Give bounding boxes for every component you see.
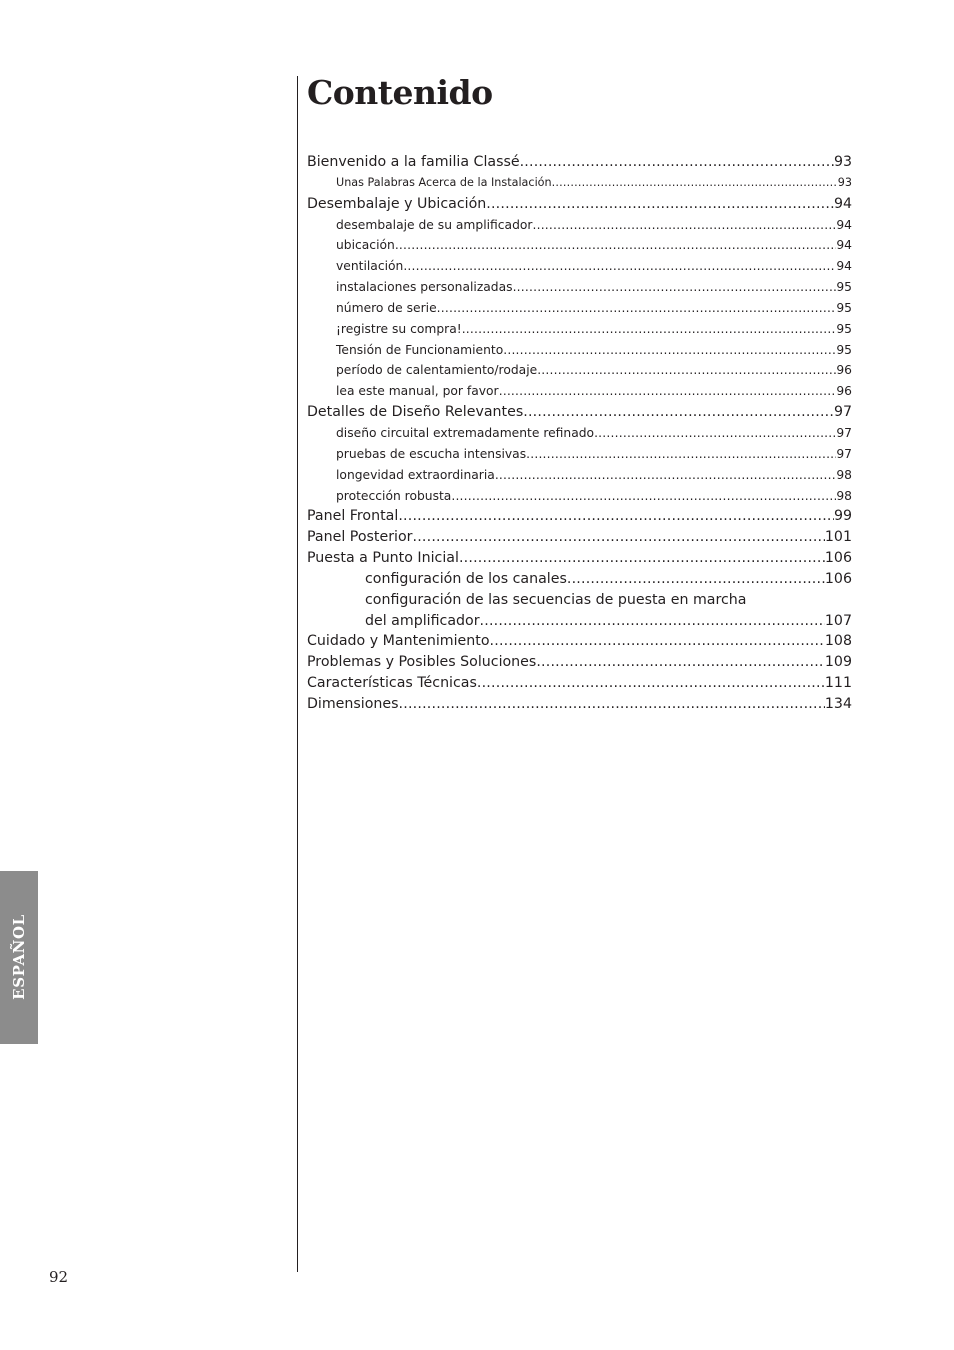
toc-leader-dots: [412, 525, 824, 546]
vertical-divider-rule: [297, 76, 298, 1272]
toc-page-number: 111: [824, 675, 852, 692]
toc-entry-numero-serie[interactable]: [307, 296, 852, 317]
toc-entry-longevidad[interactable]: [307, 463, 852, 484]
toc-entry-label: ventilación: [336, 259, 404, 274]
toc-page-number: 94: [836, 238, 852, 253]
toc-leader-dots: [567, 567, 825, 588]
toc-page-number: 94: [833, 195, 852, 212]
toc-leader-dots: [520, 150, 834, 171]
toc-page-number: 95: [836, 280, 852, 295]
toc-page-number: 107: [824, 612, 852, 629]
toc-entry-label: Unas Palabras Acerca de la Instalación: [336, 175, 552, 189]
toc-leader-dots: [399, 692, 825, 713]
toc-page-number: 93: [833, 154, 852, 170]
toc-entry-tension-funcionamiento[interactable]: [307, 338, 852, 359]
toc-entry-lea-manual[interactable]: [307, 379, 852, 400]
toc-leader-dots: [437, 296, 837, 317]
toc-entry-label: del amplificador: [365, 612, 480, 629]
toc-page-number: 99: [833, 508, 852, 525]
page-title: Contenido: [307, 73, 493, 112]
toc-entry-palabras-instalacion[interactable]: [307, 171, 852, 192]
toc-leader-dots: [395, 233, 837, 254]
toc-leader-dots: [486, 192, 834, 213]
toc-entry-cuidado-mantenimiento[interactable]: [307, 629, 852, 650]
toc-entry-ventilacion[interactable]: [307, 254, 852, 275]
toc-entry-label: protección robusta: [336, 488, 452, 503]
toc-entry-label: Dimensiones: [307, 695, 399, 712]
toc-entry-detalles-diseno[interactable]: [307, 400, 852, 421]
language-tab: [0, 871, 38, 1044]
toc-leader-dots: [537, 358, 836, 379]
toc-page-number: 101: [824, 529, 852, 546]
toc-entry-pruebas-escucha[interactable]: [307, 442, 852, 463]
toc-leader-dots: [477, 671, 825, 692]
toc-leader-dots: [536, 650, 825, 671]
toc-entry-caracteristicas-tecnicas[interactable]: [307, 671, 852, 692]
toc-entry-proteccion-robusta[interactable]: [307, 484, 852, 505]
toc-entry-label: Cuidado y Mantenimiento: [307, 633, 490, 650]
toc-entry-label: Características Técnicas: [307, 675, 477, 692]
toc-entry-label: período de calentamiento/rodaje: [336, 363, 538, 378]
language-tab-label: ESPAÑOL: [10, 914, 28, 1000]
toc-entry-registre-compra[interactable]: [307, 317, 852, 338]
toc-entry-label: Panel Posterior: [307, 529, 413, 546]
toc-page-number: 106: [824, 570, 852, 587]
toc-entry-label: Detalles de Diseño Relevantes: [307, 404, 524, 421]
toc-page-number: 97: [836, 425, 852, 440]
toc-entry-label: Problemas y Posibles Soluciones: [307, 654, 537, 671]
toc-entry-label: longevidad extraordinaria: [336, 467, 495, 482]
toc-page-number: 97: [836, 446, 852, 461]
toc-entry-bienvenido[interactable]: [307, 150, 852, 171]
toc-entry-label: Tensión de Funcionamiento: [336, 342, 504, 357]
toc-entry-label: Puesta a Punto Inicial: [307, 550, 459, 567]
toc-page-number: 94: [836, 217, 852, 232]
toc-leader-dots: [398, 504, 834, 525]
toc-page-number: 94: [836, 259, 852, 274]
toc-entry-diseno-circuital[interactable]: [307, 421, 852, 442]
toc-leader-dots: [480, 609, 825, 630]
toc-entry-label: configuración de los canales: [365, 570, 567, 587]
toc-entry-label: instalaciones personalizadas: [336, 280, 513, 295]
toc-entry-label: Panel Frontal: [307, 508, 399, 525]
toc-leader-dots: [594, 421, 836, 442]
toc-entry-label: ubicación: [336, 238, 395, 253]
toc-page-number: 106: [824, 550, 852, 567]
toc-entry-label: configuración de las secuencias de puesta en marcha: [365, 591, 747, 608]
toc-page-number: 95: [836, 321, 852, 336]
toc-entry-del-amplificador[interactable]: [307, 609, 852, 630]
toc-leader-dots: [403, 254, 836, 275]
toc-leader-dots: [513, 275, 837, 296]
toc-leader-dots: [523, 400, 834, 421]
toc-entry-label: ¡registre su compra!: [336, 321, 462, 336]
toc-leader-dots: [532, 213, 836, 234]
page-number: 92: [49, 1268, 69, 1286]
toc-leader-dots: [503, 338, 836, 359]
toc-page-number: 93: [837, 175, 852, 189]
toc-entry-desembalaje-ubicacion[interactable]: [307, 192, 852, 213]
toc-entry-configuracion-secuencias[interactable]: [307, 588, 852, 609]
toc-page-number: 95: [836, 300, 852, 315]
toc-page-number: 97: [833, 404, 852, 421]
toc-page-number: 98: [836, 467, 852, 482]
toc-entry-label: número de serie: [336, 300, 437, 315]
toc-entry-label: desembalaje de su amplificador: [336, 217, 533, 232]
toc-leader-dots: [451, 484, 836, 505]
toc-entry-puesta-punto[interactable]: [307, 546, 852, 567]
toc-leader-dots: [459, 546, 825, 567]
toc-entry-dimensiones[interactable]: [307, 692, 852, 713]
toc-leader-dots: [462, 317, 837, 338]
toc-entry-label: pruebas de escucha intensivas: [336, 446, 527, 461]
toc-entry-ubicacion[interactable]: [307, 233, 852, 254]
toc-entry-configuracion-canales[interactable]: [307, 567, 852, 588]
toc-entry-desembalaje-amplificador[interactable]: [307, 213, 852, 234]
toc-page-number: 134: [824, 695, 852, 712]
toc-entry-panel-frontal[interactable]: [307, 504, 852, 525]
toc-entry-label: diseño circuital extremadamente refinado: [336, 425, 595, 440]
toc-page-number: 109: [824, 654, 852, 671]
toc-entry-panel-posterior[interactable]: [307, 525, 852, 546]
toc-page-number: 95: [836, 342, 852, 357]
toc-page-number: 98: [836, 488, 852, 503]
toc-page-number: 96: [836, 384, 852, 399]
toc-leader-dots: [490, 629, 825, 650]
toc-leader-dots: [511, 379, 836, 400]
toc-leader-dots: [552, 171, 838, 192]
toc-entry-label: Bienvenido a la familia Classé: [307, 154, 520, 170]
toc-page-number: 96: [836, 363, 852, 378]
toc-entry-label: lea este manual, por favor…: [336, 384, 511, 399]
toc-page-number: 108: [824, 633, 852, 650]
toc-leader-dots: [526, 442, 836, 463]
toc-entry-instalaciones-personalizadas[interactable]: [307, 275, 852, 296]
toc-entry-problemas-soluciones[interactable]: [307, 650, 852, 671]
toc-leader-dots: [495, 463, 837, 484]
toc-entry-label: Desembalaje y Ubicación: [307, 195, 487, 212]
toc-entry-periodo-calentamiento[interactable]: [307, 358, 852, 379]
table-of-contents: [307, 150, 852, 713]
